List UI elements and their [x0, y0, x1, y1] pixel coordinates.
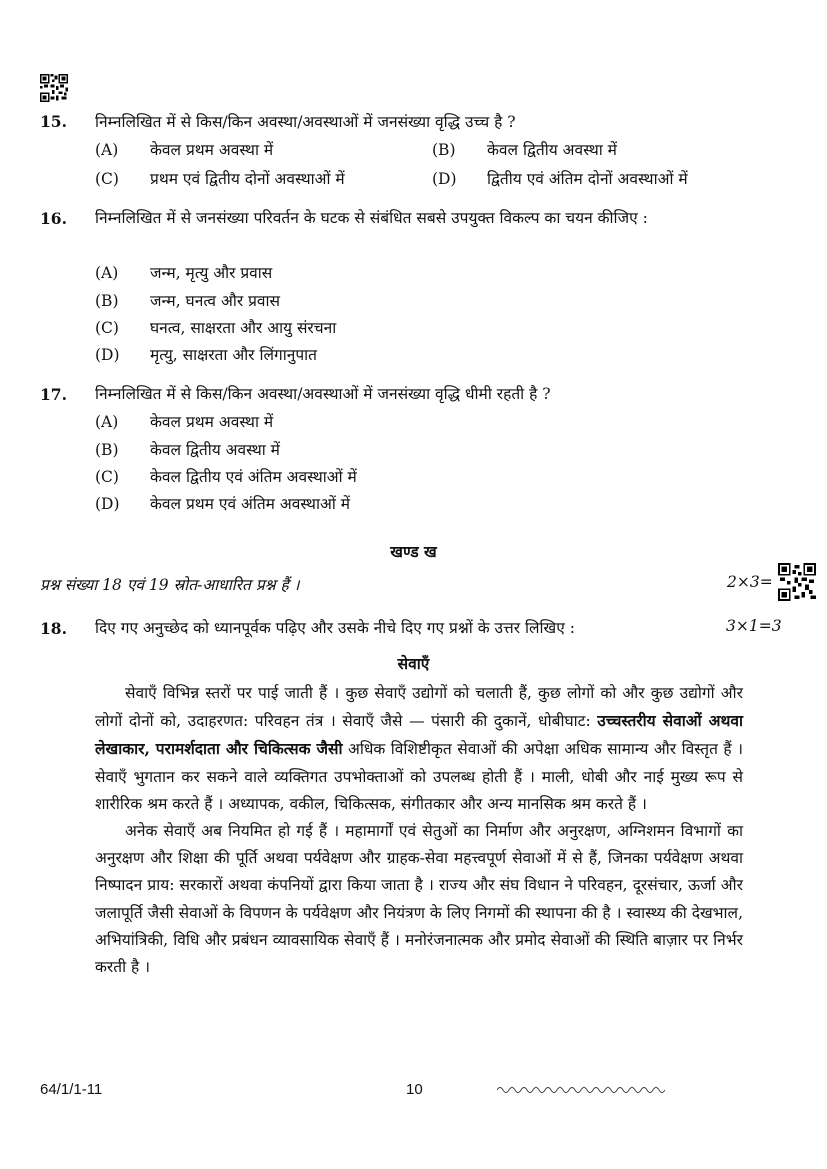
passage-title: सेवाएँ [397, 654, 430, 673]
section-instruction: प्रश्न संख्या 18 एवं 19 स्रोत-आधारित प्रश्न हैं । [40, 576, 300, 594]
option-label: (B) [432, 141, 456, 159]
option-d [432, 167, 688, 189]
option-label: (C) [95, 319, 119, 337]
qr-code-icon [40, 74, 68, 102]
option-c [95, 167, 345, 189]
option-label: (B) [95, 441, 119, 459]
option-a [95, 261, 272, 283]
passage-text: सेवाएँ विभिन्न स्तरों पर पाई जाती हैं । कुछ सेवाएँ उद्योगों को चलाती हैं, कुछ लोगों को और कुछ उद्योगों और लोगों दोनों को, उदाहरणत: परिवहन तंत्र । सेवाएँ जैसे — पंसारी की दुकानें, धोबीघाट: [95, 684, 743, 731]
option-text: घनत्व, साक्षरता और आयु संरचना [150, 319, 337, 337]
question-text: निम्नलिखित में से किस/किन अवस्था/अवस्थाओं में जनसंख्या वृद्धि धीमी रहती है ? [95, 385, 551, 403]
question-number: 15. [40, 112, 67, 131]
option-label: (D) [95, 495, 120, 513]
option-text: केवल द्वितीय अवस्था में [487, 141, 617, 159]
option-label: (B) [95, 292, 119, 310]
option-d [95, 492, 350, 514]
option-label: (D) [432, 170, 457, 188]
section-heading: खण्ड ख [390, 542, 437, 561]
option-text: जन्म, घनत्व और प्रवास [150, 292, 281, 310]
passage-paragraph [95, 680, 743, 818]
question-number: 18. [40, 619, 67, 638]
option-b [432, 138, 617, 160]
option-b [95, 289, 280, 311]
qr-code-icon [778, 563, 816, 601]
option-c [95, 465, 357, 487]
option-text: केवल प्रथम एवं अंतिम अवस्थाओं में [150, 495, 351, 513]
option-b [95, 438, 280, 460]
passage [95, 680, 743, 981]
wavy-line-decoration [497, 1085, 665, 1095]
question-text: निम्नलिखित में से जनसंख्या परिवर्तन के घटक से संबंधित सबसे उपयुक्त विकल्प का चयन कीजिए : [95, 209, 648, 227]
option-text: केवल प्रथम अवस्था में [150, 413, 274, 431]
option-text: मृत्यु, साक्षरता और लिंगानुपात [150, 346, 317, 364]
question-number: 17. [40, 385, 67, 404]
question-text: निम्नलिखित में से किस/किन अवस्था/अवस्थाओं में जनसंख्या वृद्धि उच्च है ? [95, 113, 516, 131]
passage-text: अधिक विशिष्टीकृत सेवाओं की अपेक्षा अधिक सामान्य और विस्तृत हैं । सेवाएँ भुगतान कर सकने वाले व्यक्तिगत उपभोक्ताओं को उपलब्ध होती हैं । माली, धोबी और नाई मुख्य रूप से शारीरिक श्रम करते हैं । अध्यापक, वकील, चिकित्सक, संगीतकार और अन्य मानसिक श्रम करते हैं । [95, 740, 743, 813]
page-number: 10 [406, 1081, 423, 1098]
option-text: द्वितीय एवं अंतिम दोनों अवस्थाओं में [487, 170, 688, 188]
option-text: जन्म, मृत्यु और प्रवास [150, 264, 273, 282]
option-label: (C) [95, 468, 119, 486]
section-marks: 2×3= [727, 573, 773, 591]
option-label: (A) [95, 141, 119, 159]
question-number: 16. [40, 209, 67, 228]
question-text: दिए गए अनुच्छेद को ध्यानपूर्वक पढ़िए और उसके नीचे दिए गए प्रश्नों के उत्तर लिखिए : [95, 619, 575, 637]
paper-code: 64/1/1-11 [40, 1081, 103, 1098]
passage-paragraph: अनेक सेवाएँ अब नियमित हो गई हैं । महामार्गों एवं सेतुओं का निर्माण और अनुरक्षण, अग्निशमन विभागों का अनुरक्षण और शिक्षा की पूर्ति अथवा पर्यवेक्षण और ग्राहक-सेवा महत्त्वपूर्ण सेवाओं में से हैं, जिनका पर्यवेक्षण अथवा निष्पादन प्राय: सरकारों अथवा कंपनियों द्वारा किया जाता है । राज्य और संघ विधान ने परिवहन, दूरसंचार, ऊर्जा और जलापूर्ति जैसी सेवाओं के विपणन के पर्यवेक्षण और नियंत्रण के लिए निगमों की स्थापना की है । स्वास्थ्य की देखभाल, अभियांत्रिकी, विधि और प्रबंधन व्यावसायिक सेवाएँ हैं । मनोरंजनात्मक और प्रमोद सेवाओं की स्थिति बाज़ार पर निर्भर करती है । [95, 822, 743, 977]
option-label: (D) [95, 346, 120, 364]
option-text: केवल द्वितीय अवस्था में [150, 441, 280, 459]
option-label: (A) [95, 264, 119, 282]
option-label: (A) [95, 413, 119, 431]
option-a [95, 138, 273, 160]
option-text: केवल प्रथम अवस्था में [150, 141, 274, 159]
option-a [95, 410, 273, 432]
option-d [95, 343, 317, 365]
option-label: (C) [95, 170, 119, 188]
option-text: केवल द्वितीय एवं अंतिम अवस्थाओं में [150, 468, 357, 486]
passage-bold-text: उच्चस्तरीय सेवाओं अथवा लेखाकार, परामर्शदाता और चिकित्सक जैसी [95, 711, 744, 759]
question-marks: 3×1=3 [726, 617, 782, 635]
option-text: प्रथम एवं द्वितीय दोनों अवस्थाओं में [150, 170, 345, 188]
option-c [95, 316, 336, 338]
